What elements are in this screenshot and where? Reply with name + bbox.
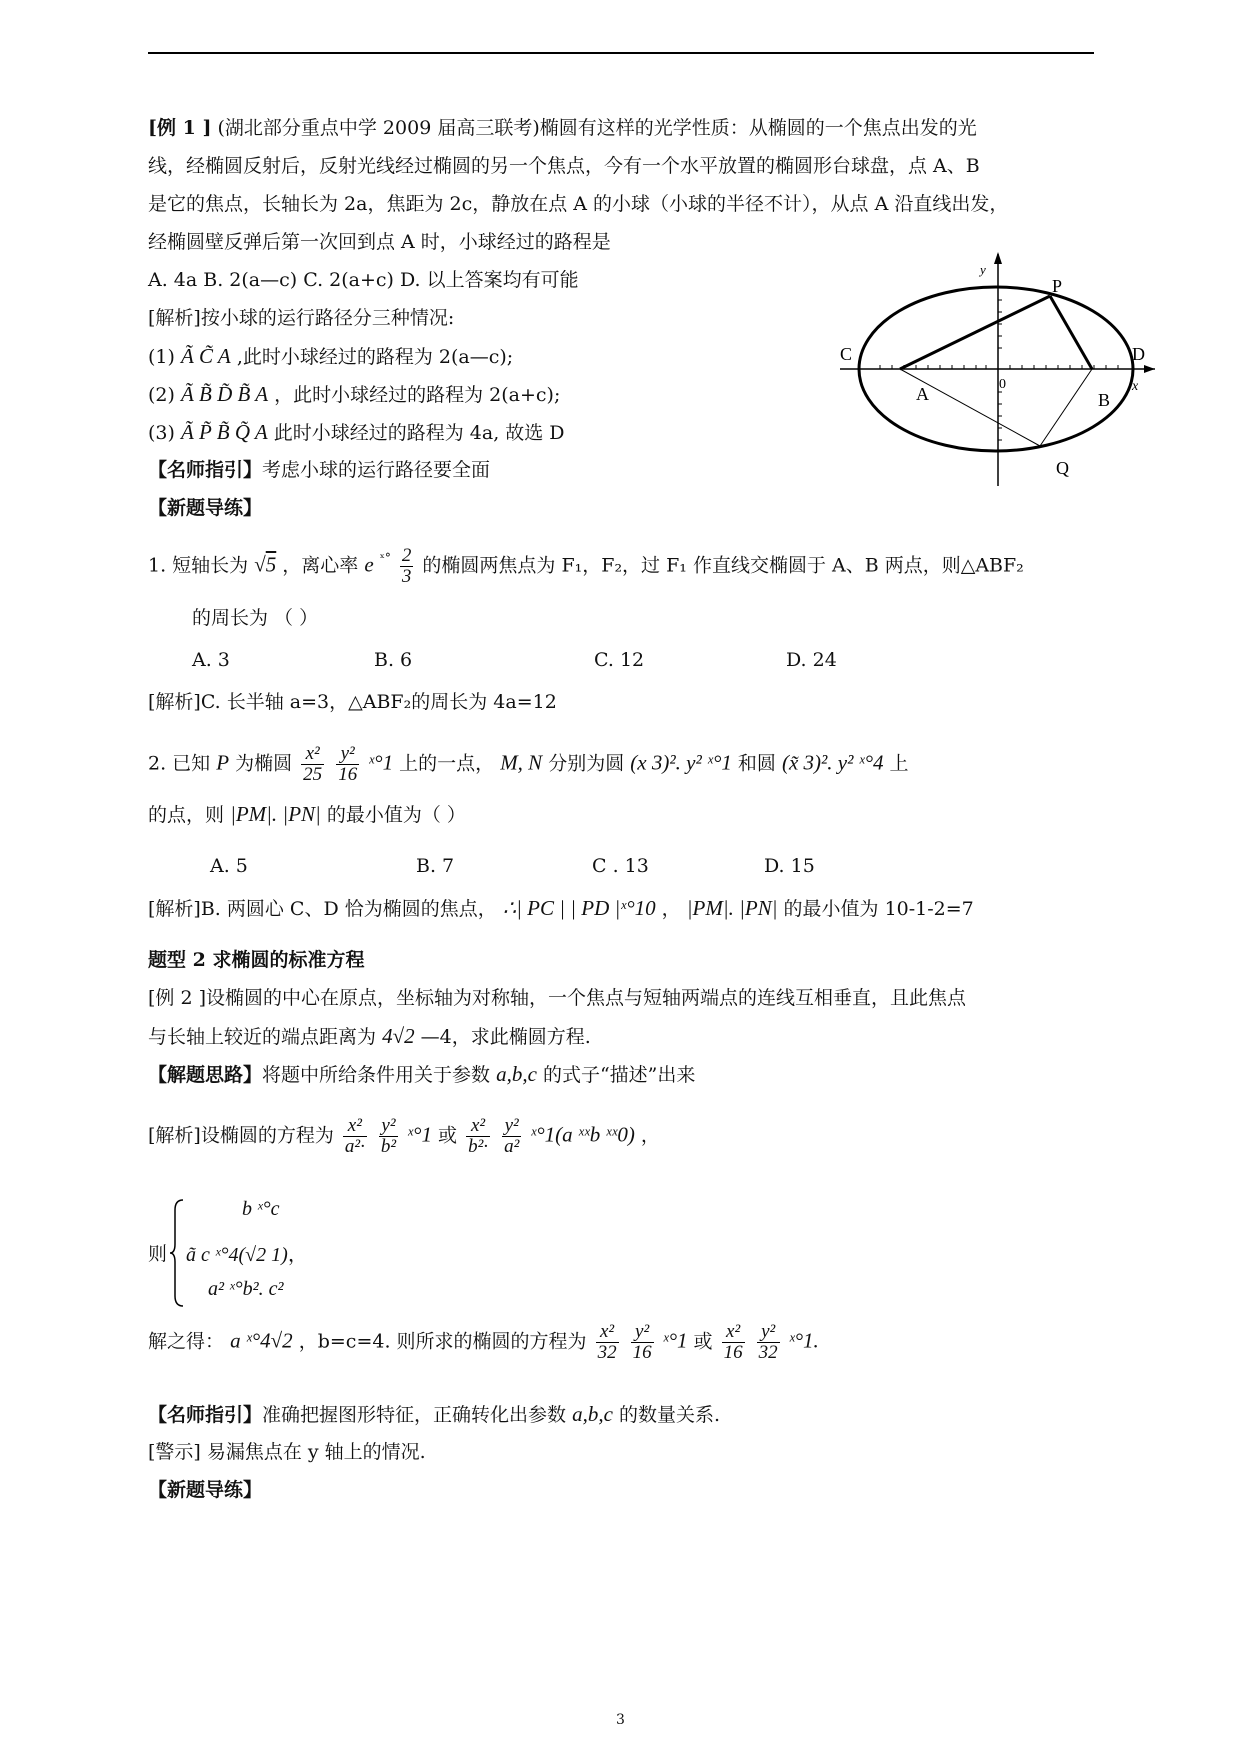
frac-den: a² bbox=[504, 1136, 520, 1157]
label-y: y bbox=[980, 262, 986, 277]
tip-tag: 【名师指引】 bbox=[148, 459, 263, 481]
example1-case2 bbox=[148, 382, 560, 407]
example1-tip bbox=[148, 458, 490, 482]
q1-option-b: B. 6 bbox=[374, 649, 413, 671]
p-variable: P bbox=[216, 750, 230, 775]
then-word: 则 bbox=[148, 1243, 168, 1265]
case-text: ,此时小球经过的路程为 2(a—c); bbox=[236, 346, 514, 368]
eq-tail: ˣ°1 bbox=[368, 750, 394, 775]
label-x: x bbox=[1132, 379, 1139, 394]
case-path: Ã P̃ B̃ Q̃ A bbox=[180, 420, 268, 444]
example2-line2 bbox=[148, 1024, 591, 1049]
idea-tag: 【解题思路】 bbox=[148, 1064, 263, 1086]
eq-tail: ˣ°1 bbox=[662, 1328, 688, 1353]
example2-text: —4，求此椭圆方程. bbox=[420, 1026, 591, 1048]
q2-text: 和圆 bbox=[737, 752, 776, 775]
example1-analysis: [解析]按小球的运行路径分三种情况: bbox=[148, 307, 455, 329]
system-eq-3: a² ˣ°b². c² bbox=[208, 1278, 284, 1300]
case-path: Ã B̃ D̃ B̃ A bbox=[180, 382, 269, 406]
example2-line1: [例 2 ]设椭圆的中心在原点，坐标轴为对称轴，一个焦点与短轴两端点的连线互相垂直，且此焦点 bbox=[148, 987, 966, 1009]
tip-tag: 【名师指引】 bbox=[148, 1404, 263, 1426]
q2-option-b: B. 7 bbox=[416, 855, 455, 877]
label-A: A bbox=[916, 384, 929, 404]
circle1-equation: (x 3)². y² ˣ°1 bbox=[630, 750, 732, 775]
q2-analysis bbox=[148, 896, 974, 921]
frac-num: y² bbox=[631, 1322, 654, 1343]
case-label: (1) bbox=[148, 346, 175, 368]
result-line bbox=[148, 1322, 819, 1363]
solution-line1 bbox=[148, 1116, 660, 1157]
solution-idea bbox=[148, 1062, 695, 1087]
frac-num: x² bbox=[301, 744, 324, 765]
q1-text: ，离心率 bbox=[282, 554, 359, 577]
frac-num: x² bbox=[466, 1116, 490, 1137]
q2-text: 上 bbox=[889, 752, 909, 775]
q2-text: 为椭圆 bbox=[235, 752, 293, 775]
page-number: 3 bbox=[616, 1712, 625, 1728]
q2-analysis-text: [解析]B. 两圆心 C、D 恰为椭圆的焦点， bbox=[148, 898, 497, 920]
q1-line2: 的周长为 （ ） bbox=[192, 607, 319, 629]
fraction bbox=[466, 1116, 490, 1157]
comma: ， bbox=[640, 1124, 660, 1147]
q2-text: 的点，则 bbox=[148, 804, 225, 826]
frac-den: 32 bbox=[758, 1342, 778, 1363]
system-eq-1: b ˣ°c bbox=[242, 1198, 280, 1220]
example1-case1 bbox=[148, 344, 513, 369]
path-Q-B bbox=[1040, 369, 1092, 446]
header-rule bbox=[148, 52, 1094, 54]
frac-den: b²· bbox=[468, 1136, 489, 1157]
q1-line1 bbox=[148, 546, 1024, 587]
path-A-Q bbox=[900, 369, 1040, 446]
q1-option-a: A. 3 bbox=[192, 649, 230, 671]
ellipse-figure bbox=[840, 250, 1160, 490]
e-variable: e bbox=[364, 552, 374, 577]
solution-text: [解析]设椭圆的方程为 bbox=[148, 1124, 334, 1147]
case-label: (3) bbox=[148, 422, 175, 444]
tip-text: 考虑小球的运行路径要全面 bbox=[262, 459, 491, 481]
mn-variables: M, N bbox=[500, 750, 543, 775]
fraction bbox=[631, 1322, 654, 1363]
frac-num: y² bbox=[336, 744, 359, 765]
sqrt-value: 5 bbox=[265, 552, 277, 577]
q1-text: 1. 短轴长为 bbox=[148, 554, 249, 577]
eq-tail: ˣ°1. bbox=[788, 1328, 819, 1353]
frac-den: 16 bbox=[632, 1342, 652, 1363]
example1-options: A. 4a B. 2(a—c) C. 2(a+c) D. 以上答案均有可能 bbox=[148, 269, 579, 291]
idea-text: 将题中所给条件用关于参数 bbox=[262, 1064, 491, 1086]
q1-text: 的椭圆两焦点为 F₁，F₂，过 F₁ 作直线交椭圆于 A、B 两点，则△ABF₂ bbox=[422, 554, 1024, 577]
q2-text: 2. 已知 bbox=[148, 752, 211, 775]
q2-text: 的最小值为（ ） bbox=[326, 804, 466, 826]
frac-num: y² bbox=[502, 1116, 521, 1137]
label-Q: Q bbox=[1056, 458, 1069, 478]
fraction bbox=[722, 1322, 745, 1363]
q2-line1 bbox=[148, 744, 909, 785]
q2-text: 上的一点， bbox=[399, 752, 495, 775]
fraction bbox=[596, 1322, 619, 1363]
tip-text: 的数量关系. bbox=[618, 1404, 720, 1426]
fraction bbox=[379, 1116, 398, 1157]
label-D: D bbox=[1132, 344, 1145, 364]
sqrt-expression: 4√2 bbox=[382, 1024, 415, 1048]
pc-pd-expression: ∴| PC | | PD |ˣ°10 bbox=[502, 896, 656, 920]
eq-tail: ˣ°1(a ˣˣb ˣˣ0) bbox=[530, 1122, 635, 1147]
frac-den: b² bbox=[380, 1136, 397, 1157]
frac-num: x² bbox=[343, 1116, 367, 1137]
param-vars: a,b,c bbox=[572, 1402, 613, 1426]
frac-den: 16 bbox=[723, 1342, 743, 1363]
frac-den: 16 bbox=[338, 764, 358, 785]
a-value: a ˣ°4√2 bbox=[230, 1328, 293, 1353]
path-A-P bbox=[900, 296, 1050, 369]
eq-glyph: ˣ° bbox=[379, 551, 391, 565]
frac-num: y² bbox=[379, 1116, 398, 1137]
system-eq-2 bbox=[186, 1238, 308, 1267]
q2-option-a: A. 5 bbox=[210, 855, 248, 877]
system-eq-2-expr: ã c ˣ°4(√2 1) bbox=[186, 1244, 288, 1266]
example1-text: (湖北部分重点中学 2009 届高三联考)椭圆有这样的光学性质：从椭圆的一个焦点出发的光 bbox=[217, 117, 977, 139]
example1-line2: 线，经椭圆反射后，反射光线经过椭圆的另一个焦点，今有一个水平放置的椭圆形台球盘，点 A、B bbox=[148, 155, 980, 177]
frac-den: 3 bbox=[401, 566, 412, 587]
idea-text: 的式子“描述”出来 bbox=[542, 1064, 696, 1086]
label-B: B bbox=[1098, 390, 1111, 410]
example1-line3: 是它的焦点，长轴长为 2a，焦距为 2c，静放在点 A 的小球（小球的半径不计），从点 A 沿直线出发， bbox=[148, 193, 1009, 215]
result-text: ，b=c=4. 则所求的椭圆的方程为 bbox=[298, 1330, 587, 1353]
case-path: Ã C̃ A bbox=[180, 344, 231, 368]
result-text: 解之得： bbox=[148, 1330, 225, 1353]
example1-case3 bbox=[148, 420, 565, 445]
comma: ， bbox=[287, 1244, 308, 1266]
case-label: (2) bbox=[148, 384, 175, 406]
q2-analysis-text: 的最小值为 10-1-2=7 bbox=[783, 898, 974, 920]
eq-tail: ˣ°1 bbox=[407, 1122, 432, 1147]
pm-pn-expression: |PM|. |PN| bbox=[230, 802, 321, 826]
example2-text: 与长轴上较近的端点距离为 bbox=[148, 1026, 377, 1048]
q1-option-d: D. 24 bbox=[786, 649, 837, 671]
tip-text: 准确把握图形特征，正确转化出参数 bbox=[262, 1404, 567, 1426]
warning: [警示] 易漏焦点在 y 轴上的情况. bbox=[148, 1441, 426, 1463]
fraction bbox=[301, 744, 324, 785]
practice-heading: 【新题导练】 bbox=[148, 1479, 263, 1501]
frac-den: 25 bbox=[303, 764, 323, 785]
brace-icon bbox=[170, 1198, 184, 1308]
circle2-equation: (x̃ 3)². y² ˣ°4 bbox=[781, 750, 884, 775]
fraction bbox=[502, 1116, 521, 1157]
x-axis-arrow-icon bbox=[1144, 365, 1155, 373]
sqrt-expression: √5 bbox=[254, 552, 277, 577]
case-text: 此时小球经过的路程为 4a, 故选 D bbox=[273, 422, 565, 444]
example1-line4: 经椭圆壁反弹后第一次回到点 A 时，小球经过的路程是 bbox=[148, 231, 611, 253]
label-origin: 0 bbox=[999, 377, 1006, 392]
label-C: C bbox=[840, 344, 853, 364]
example-tag: [例 1 ] bbox=[148, 117, 212, 139]
q2-line2 bbox=[148, 802, 466, 827]
param-vars: a,b,c bbox=[496, 1062, 537, 1086]
example1-practice-heading: 【新题导练】 bbox=[148, 497, 263, 519]
q2-option-d: D. 15 bbox=[764, 855, 815, 877]
q1-analysis: [解析]C. 长半轴 a=3，△ABF₂的周长为 4a=12 bbox=[148, 691, 557, 713]
case-text: ，此时小球经过的路程为 2(a+c); bbox=[274, 384, 561, 406]
frac-den: a²· bbox=[344, 1136, 365, 1157]
section-heading: 题型 2 求椭圆的标准方程 bbox=[148, 949, 365, 971]
fraction bbox=[400, 546, 414, 587]
q2-text: 分别为圆 bbox=[548, 752, 625, 775]
or-word: 或 bbox=[693, 1330, 713, 1353]
q1-option-c: C. 12 bbox=[594, 649, 645, 671]
tip2 bbox=[148, 1402, 720, 1427]
example1-line1 bbox=[148, 116, 977, 140]
frac-den: 32 bbox=[597, 1342, 617, 1363]
y-axis-arrow-icon bbox=[994, 252, 1002, 264]
fraction bbox=[343, 1116, 367, 1157]
frac-num: x² bbox=[722, 1322, 745, 1343]
fraction bbox=[757, 1322, 780, 1363]
or-word: 或 bbox=[438, 1124, 458, 1147]
q2-analysis-text: ， bbox=[661, 898, 681, 920]
frac-num: x² bbox=[596, 1322, 619, 1343]
frac-num: 2 bbox=[401, 545, 412, 566]
pm-pn-expression: |PM|. |PN| bbox=[686, 896, 778, 920]
label-P: P bbox=[1052, 276, 1063, 296]
frac-num: y² bbox=[757, 1322, 780, 1343]
q2-option-c: C . 13 bbox=[592, 855, 649, 877]
fraction bbox=[336, 744, 359, 785]
